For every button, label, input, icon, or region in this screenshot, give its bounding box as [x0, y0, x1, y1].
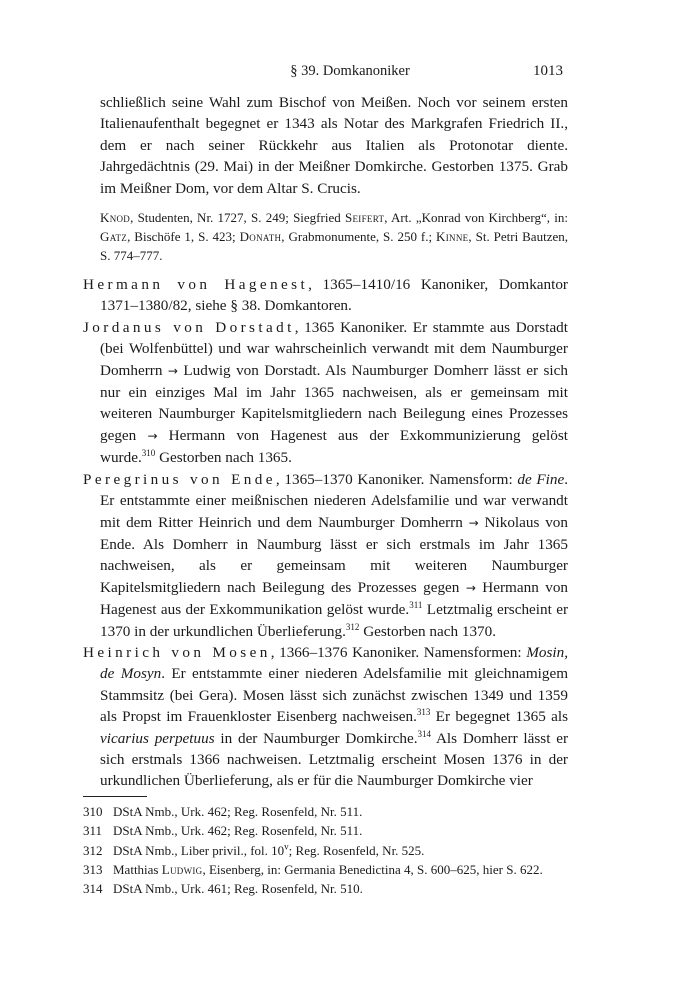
entry-text: Er begegnet 1365 als: [430, 708, 569, 726]
footnote-ref[interactable]: 314: [417, 728, 432, 739]
cross-reference-arrow-icon: →: [468, 515, 479, 530]
continuation-paragraph: schließlich seine Wahl zum Bischof von Meißen. Noch vor seinem ersten Italienaufenthalt begegnet er 1343 als Notar des Markgrafen Friedrich II., dem er nach seiner Rückkehr aus Italien als Protonotar diente. Jahrgedächtnis (29. Mai) in der Meißner Domkirche. Gestorben 1375. Grab im Meißner Dom, vor dem Altar S. Crucis.: [100, 94, 568, 197]
entry-name: Jordanus von Dorstadt: [83, 318, 295, 336]
main-text: [83, 92, 568, 792]
footnote-number: 311: [83, 823, 103, 839]
literature-text: , Art. „Konrad von Kirchberg“, in:: [384, 210, 569, 226]
footnote-number: 313: [83, 861, 103, 877]
entry-text: in der Naumburger Domkirche.: [214, 729, 418, 747]
entry-text: . Er entstammte einer niederen Adelsfamilie mit gleichnamigem Stammsitz (bei Gera). Mosen lässt sich zunächst zwischen 1349 und 1359 als Propst im Frauenkloster Eisenberg nachweisen.: [100, 665, 569, 726]
footnote-number: 314: [83, 881, 103, 897]
entry-text: Nikolaus von Ende. Als Domherr in Naumburg lässt er sich erstmals im Jahr 1365 nachweisen, als er gemeinsam mit weiteren Naumburger Kapitelsmitgliedern nach Beilegung des Prozesses gegen: [100, 513, 568, 596]
footnote-number: 310: [83, 804, 103, 819]
footnote: [83, 879, 568, 898]
entry-text: Ludwig von Dorstadt. Als Naumburger Domherr lässt er sich nur ein einziges Mal im Jahr 1365 nachweisen, als er gemeinsam mit weiteren Naumburger Kapitelsmitgliedern nach Beilegung eines Prozesses gegen: [100, 361, 568, 444]
literature-text: , Studenten, Nr. 1727, S. 249; Siegfried: [130, 210, 345, 226]
footnote-ref[interactable]: 312: [345, 621, 360, 632]
footnote-text: DStA Nmb., Urk. 461; Reg. Rosenfeld, Nr. 510.: [113, 881, 363, 897]
footnote-text-part: , Eisenberg, in: Germania Benedictina 4, S. 600–625, hier S. 622.: [202, 861, 543, 877]
footnote-ref[interactable]: 311: [409, 600, 423, 611]
author-name: Kinne: [436, 229, 469, 245]
author-name: Ludwig: [161, 861, 203, 877]
footnote-ref[interactable]: 310: [141, 448, 156, 459]
entry-name: Peregrinus von Ende: [83, 470, 276, 488]
footnotes: [83, 802, 568, 898]
entry-name: Heinrich von Mosen: [83, 643, 271, 661]
entry-dorstadt: [83, 317, 568, 469]
entry-text: Letztmalig erscheint er 1370 in der urkundlichen Überlieferung.: [100, 601, 569, 640]
entry-text: Als Domherr lässt er sich erstmals 1366 nachweisen. Letztmalig erscheint Mosen 1376 in der urkundlichen Überlieferung, als er für die Naumburger Domkirche vier: [100, 729, 568, 790]
entry-text: Hermann von Hagenest aus der Exkommunizierung gelöst wurde.: [100, 426, 568, 467]
entry-text: , 1365–1370 Kanoniker. Namensform:: [275, 470, 518, 488]
footnote-text: DStA Nmb., Urk. 462; Reg. Rosenfeld, Nr. 511.: [113, 804, 363, 819]
cross-reference-arrow-icon: →: [465, 580, 476, 595]
footnote: [83, 841, 568, 860]
entry-text: , 1366–1376 Kanoniker. Namensformen:: [270, 643, 527, 661]
entry-text: Gestorben nach 1370.: [359, 622, 497, 640]
running-head: [0, 63, 700, 83]
footnote-text-part: ; Reg. Rosenfeld, Nr. 525.: [288, 842, 425, 858]
literature-text: , St. Petri Bautzen, S. 774–777.: [100, 229, 568, 264]
entry-ende: [83, 469, 568, 642]
literature-text: , Bischöfe 1, S. 423;: [127, 229, 240, 245]
entry-mosen: [83, 642, 568, 792]
literature-note: [83, 208, 568, 265]
literature-text: , Grabmonumente, S. 250 f.;: [281, 229, 437, 245]
page-number: 1013: [533, 63, 563, 79]
cross-reference-arrow-icon: →: [167, 363, 178, 378]
footnote-text: [113, 841, 568, 860]
entry-text: , 1365–1410/16 Kanoniker, Domkantor 1371–1380/82, siehe § 38. Domkantoren.: [100, 276, 568, 315]
footnote-text: [113, 860, 568, 879]
entry-text: . Er entstammte einer meißnischen niederen Adelsfamilie und war verwandt mit dem Ritter Heinrich und dem Naumburger Domherrn: [100, 470, 568, 531]
footnote: [83, 860, 568, 879]
entry-text: Gestorben nach 1365.: [155, 449, 292, 467]
entry-hagenest: [83, 274, 568, 317]
author-name: Seifert: [344, 210, 385, 226]
footnote-text-part: Matthias: [113, 861, 162, 877]
author-name: Gatz: [100, 229, 128, 245]
folio-verso-mark: v: [284, 841, 289, 852]
running-head-title: § 39. Domkanoniker: [290, 63, 410, 79]
footnote: [83, 802, 568, 821]
footnote-ref[interactable]: 313: [416, 707, 431, 718]
footnote-divider: [83, 796, 147, 797]
name-form: Mosin, de Mosyn: [100, 643, 568, 683]
latin-term: vicarius perpetuus: [100, 729, 215, 747]
entry-text: , 1365 Kanoniker. Er stammte aus Dorstadt (bei Wolfenbüttel) und war wahrscheinlich verwandt mit dem Naumburger Domherrn: [100, 318, 568, 379]
author-name: Donath: [239, 229, 282, 245]
cross-reference-arrow-icon: →: [147, 428, 158, 443]
author-name: Knod: [100, 210, 131, 226]
footnote-text: DStA Nmb., Urk. 462; Reg. Rosenfeld, Nr. 511.: [113, 823, 363, 839]
name-form: de Fine: [517, 470, 565, 488]
footnote-number: 312: [83, 842, 103, 858]
entry-name: Hermann von Hagenest: [83, 276, 309, 294]
entry-text: Hermann von Hagenest aus der Exkommunikation gelöst wurde.: [100, 578, 569, 619]
footnote-text-part: DStA Nmb., Liber privil., fol. 10: [113, 842, 285, 858]
footnote: [83, 821, 568, 840]
